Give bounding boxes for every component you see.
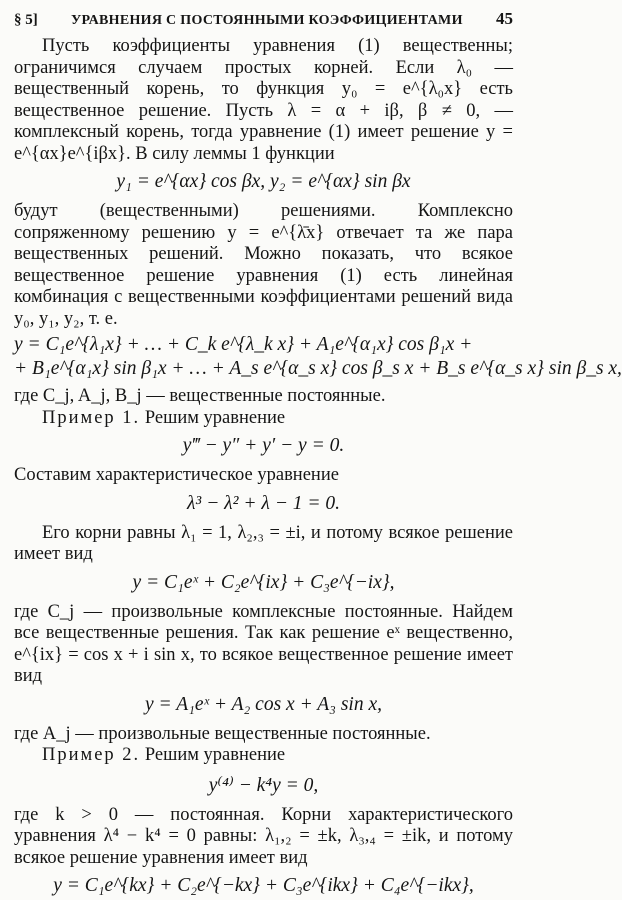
- example-1-heading: [14, 408, 513, 430]
- formula-example-1-equation: y‴ − y″ + y′ − y = 0.: [182, 435, 345, 456]
- page-number: 45: [495, 9, 513, 28]
- paragraph-roots: Его корни равны λ₁ = 1, λ₂,₃ = ±i, и потому всякое решение имеет вид: [14, 522, 513, 564]
- example-2-label: Пример 2.: [42, 745, 141, 765]
- formula-general-solution-line2: + B₁e^{α₁x} sin β₁x + … + A_s e^{α_s x} cos β_s x + B_s e^{α_s x} sin β_s x,: [14, 358, 622, 379]
- paragraph-constants: где C_j, A_j, B_j — вещественные постоянные.: [14, 386, 386, 406]
- formula-real-solution: y = A₁eˣ + A₂ cos x + A₃ sin x,: [145, 693, 382, 715]
- formula-example-2-equation: y⁽⁴⁾ − k⁴y = 0,: [208, 774, 319, 796]
- paragraph-real-coefficients: Пусть коэффициенты уравнения (1) вещественны; ограничимся случаем простых корней. Если λ₀ — вещественный корень, то функция y₀ = e^{λ₀x} есть вещественное решение. Пусть λ = α + iβ, β ≠ 0, — комплексный корень, тогда уравнение (1) имеет решение y = e^{αx}e^{iβx}. В силу леммы 1 функции: [14, 36, 513, 164]
- formula-general-solution-line1: y = C₁e^{λ₁x} + … + C_k e^{λ_k x} + A₁e^{α₁x} cos β₁x +: [14, 334, 473, 355]
- formula-characteristic-equation: λ³ − λ² + λ − 1 = 0.: [186, 492, 341, 514]
- section-number: § 5]: [14, 12, 38, 28]
- running-title: УРАВНЕНИЯ С ПОСТОЯННЫМИ КОЭФФИЦИЕНТАМИ: [70, 13, 463, 28]
- formula-complex-solution: y = C₁eˣ + C₂e^{ix} + C₃e^{−ix},: [132, 571, 395, 593]
- example-1-label: Пример 1.: [42, 407, 141, 428]
- paragraph-conjugate-solutions: будут (вещественными) решениями. Комплексно сопряженному решению y = e^{λ̄x} отвечает та же пара вещественных решений. Можно показать, что всякое вещественное решение уравнения (1) есть линейная комбинация с вещественными коэффициентами решений вида y₀, y₁, y₂, т. е.: [14, 201, 513, 329]
- example-2-heading: [14, 745, 513, 767]
- page-header: [14, 6, 513, 36]
- example-1-text: Решим уравнение: [140, 407, 286, 428]
- example-2-text: Решим уравнение: [140, 745, 286, 765]
- formula-y1-y2: y₁ = e^{αx} cos βx, y₂ = e^{αx} sin βx: [116, 171, 411, 192]
- paragraph-characteristic: Составим характеристическое уравнение: [14, 465, 339, 485]
- paragraph-real-solutions: где C_j — произвольные комплексные постоянные. Найдем все вещественные решения. Так как решение eˣ вещественно, e^{ix} = cos x + i sin x, то всякое вещественное решение имеет вид: [14, 601, 513, 686]
- formula-example-2-solution: y = C₁e^{kx} + C₂e^{−kx} + C₃e^{ikx} + C₄e^{−ikx},: [53, 875, 474, 896]
- paragraph-example-2-roots: где k > 0 — постоянная. Корни характеристического уравнения λ⁴ − k⁴ = 0 равны: λ₁,₂ = ±k, λ₃,₄ = ±ik, и потому всякое решение уравнения имеет вид: [14, 804, 513, 868]
- paragraph-arbitrary-constants: где A_j — произвольные вещественные постоянные.: [14, 723, 431, 744]
